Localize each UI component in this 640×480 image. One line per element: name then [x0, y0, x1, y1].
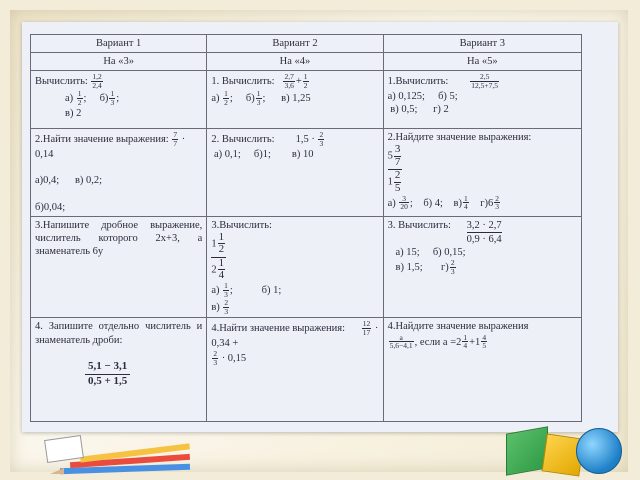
- task-3-variant-2: 3.Вычислить: 1 $\frac{1}{2}$ 2 $\frac{1}{4}$ а) $\frac{1}{3}$ ; б) 1; в) $\frac{2}{3}$: [207, 216, 383, 318]
- grade-5-header: На «5»: [383, 53, 581, 71]
- task-1-variant-2: 1. Вычислить: $\frac{2,7}{3,6}$ + $\frac{1}{2}$ а) $\frac{1}{2}$ ; б) $\frac{1}{3}$ ; в) 1,25: [207, 71, 383, 129]
- variants-table: [30, 34, 582, 422]
- task-2-variant-2: 2. Вычислить: 1,5 · $\frac{2}{3}$ а) 0,1; б)1; в) 10: [207, 129, 383, 216]
- task-2-variant-1: 2.Найти значение выражения: $\frac{7}{7}$ · 0,14 а)0,4; в) 0,2; б)0,04;: [31, 129, 207, 216]
- task-2-variant-3: 2.Найдите значение выражения: 5 $\frac{3}{7}$ 1 $\frac{2}{5}$ а) $\frac{3}{20}$ ; б) 4; в) $\frac{1}{4}$ г)6 $\frac{2}{3}$: [383, 129, 581, 216]
- task-1-variant-3: 1.Вычислить: $\frac{2,5}{12,5+7,5}$ а) 0,125; б) 5; в) 0,5; г) 2: [383, 71, 581, 129]
- task-3-variant-1: 3.Напишите дробное выражение, числитель которого 2x+3, а знаменатель 6y: [31, 216, 207, 318]
- variant-3-header: Вариант 3: [383, 35, 581, 53]
- task-1-variant-1: Вычислить: $\frac{1,2}{2,4}$ а) $\frac{1}{2}$ ; б) $\frac{1}{3}$ ; в) 2: [31, 71, 207, 129]
- variant-2-header: Вариант 2: [207, 35, 383, 53]
- variant-1-header: Вариант 1: [31, 35, 207, 53]
- pencils-icon: [40, 428, 210, 480]
- grade-3-header: На «3»: [31, 53, 207, 71]
- grade-4-header: На «4»: [207, 53, 383, 71]
- task-4-variant-3: 4.Найдите значение выражения $\frac{a}{5,6-4,1}$ , если a =2 $\frac{1}{4}$ +1 $\frac{4}{5}$: [383, 318, 581, 422]
- task-4-variant-1: 4. Запишите отдельно числитель и знаменатель дроби: $\frac{5,1 - 3,1}{0,5 + 1,5}$: [31, 318, 207, 422]
- decorative-footer: [0, 420, 640, 480]
- task-4-variant-2: 4.Найти значение выражения: $\frac{12}{17}$ · 0,34 + $\frac{2}{3}$ · 0,15: [207, 318, 383, 422]
- task-3-variant-3: 3. Вычислить: $\frac{3,2 \cdot 2,7}{0,9 \cdot 6,4}$ а) 15; б) 0,15; в) 1,5; г) $\frac{2}{3}$: [383, 216, 581, 318]
- blue-ball-icon: [576, 428, 622, 474]
